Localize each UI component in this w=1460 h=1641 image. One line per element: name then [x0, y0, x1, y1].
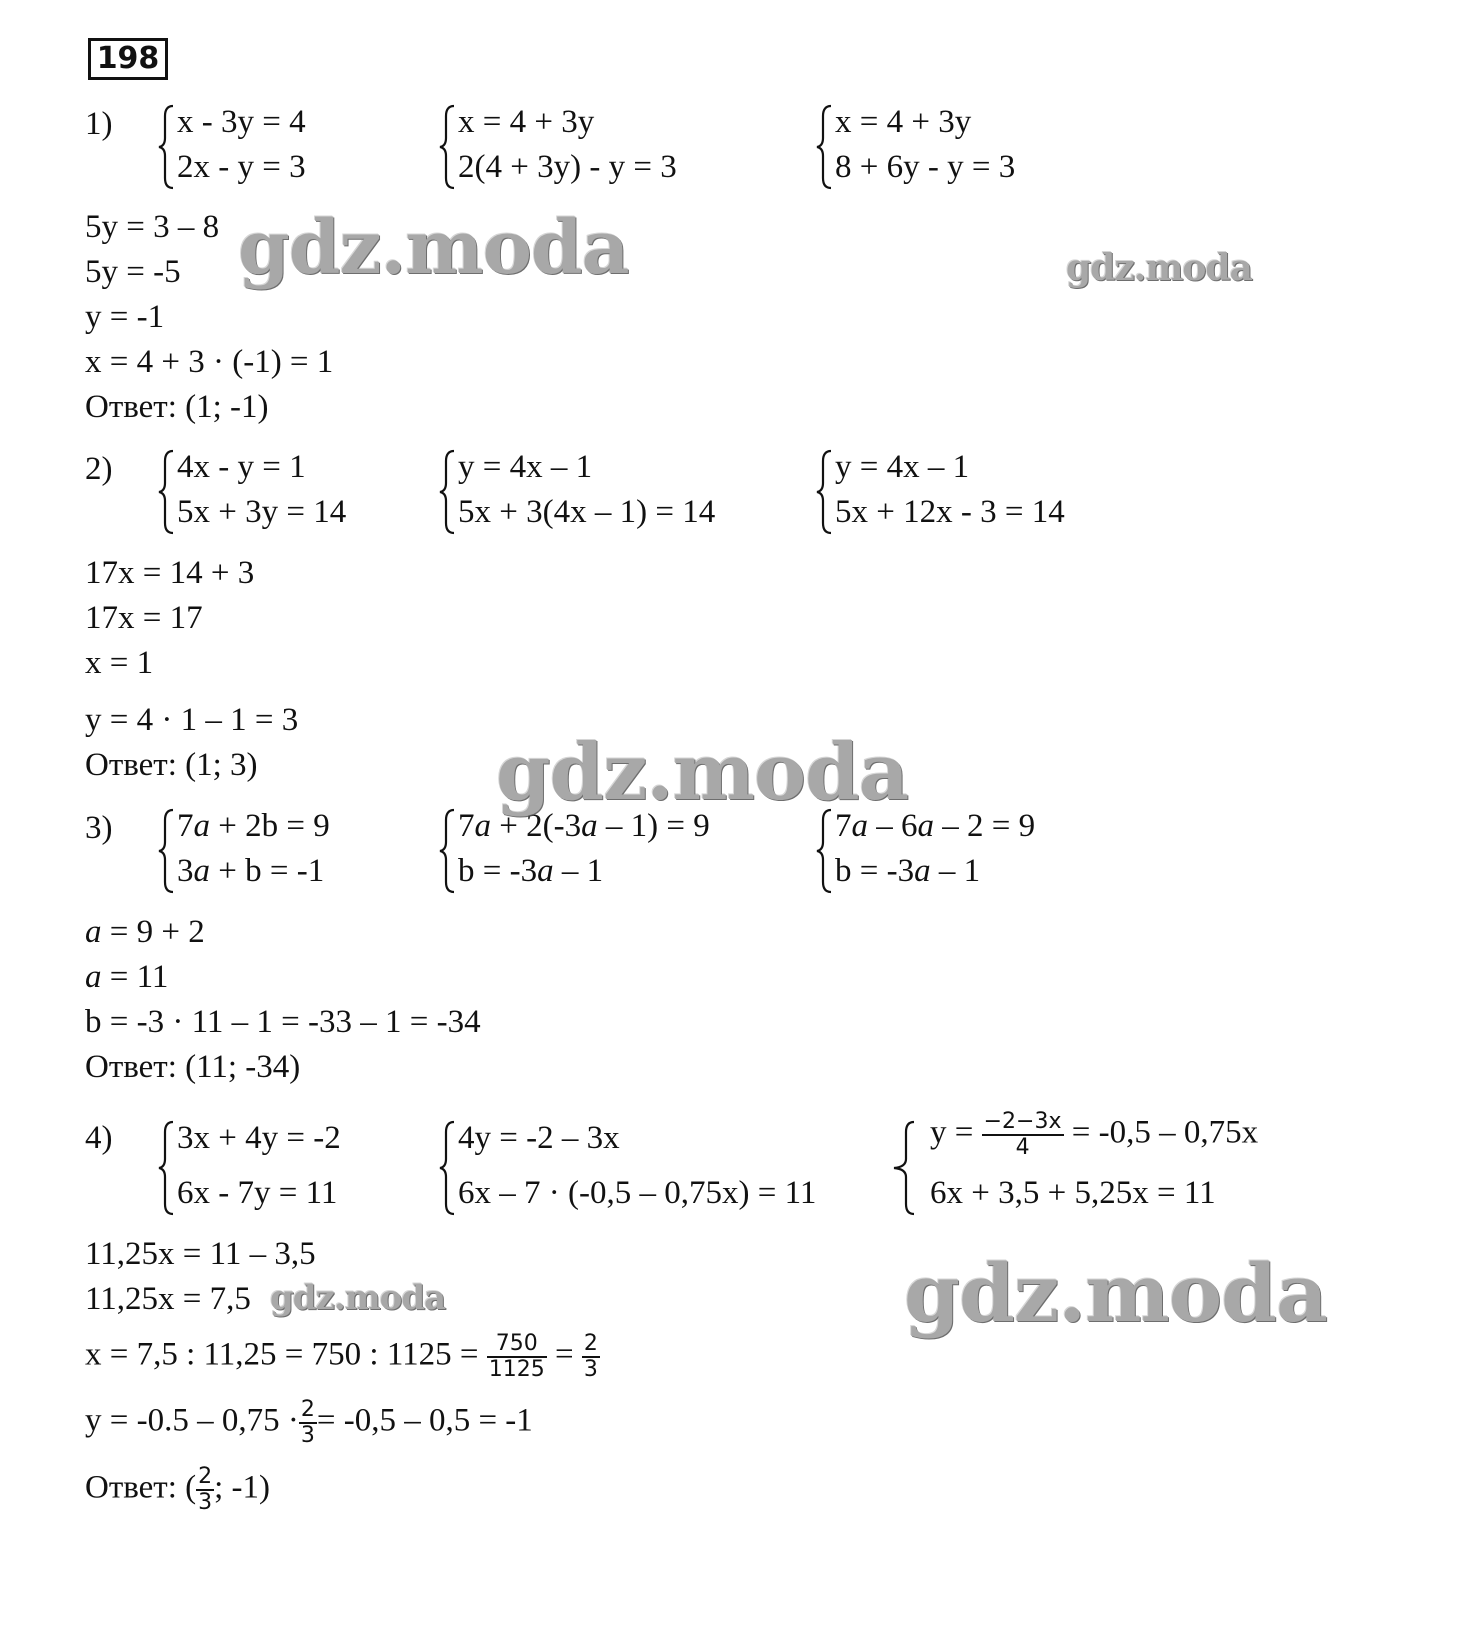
watermark: gdz.moda [904, 1246, 1327, 1340]
equation: 6x + 3,5 + 5,25x = 11 [930, 1175, 1216, 1211]
watermark: gdz.moda [496, 727, 909, 818]
solution-line: x = 1 [85, 645, 154, 681]
part-2-label: 2) [85, 451, 113, 487]
brace-icon [438, 1118, 458, 1218]
part-4-label: 4) [85, 1120, 113, 1156]
denominator: 3 [198, 1490, 213, 1515]
equation: b = -3a – 1 [458, 853, 604, 889]
answer-line: Ответ: (11; -34) [85, 1049, 301, 1085]
solution-line: b = -3 · 11 – 1 = -33 – 1 = -34 [85, 1004, 481, 1040]
task-number: 198 [88, 38, 168, 80]
solution-line: 5y = -5 [85, 254, 181, 290]
y-line-text: y = -0.5 – 0,75 · [85, 1402, 299, 1439]
equation: b = -3a – 1 [835, 853, 981, 889]
equation: x = 4 + 3y [458, 104, 595, 140]
solution-line: a = 11 [85, 959, 169, 995]
brace-icon [157, 447, 177, 537]
denominator: 1125 [488, 1357, 545, 1382]
equation: 5x + 3(4x – 1) = 14 [458, 494, 716, 530]
numerator: 2 [198, 1464, 213, 1489]
equation: 2(4 + 3y) - y = 3 [458, 149, 677, 185]
brace-icon [815, 102, 835, 192]
brace-icon [815, 447, 835, 537]
equation: 5x + 3y = 14 [177, 494, 347, 530]
equation: 3x + 4y = -2 [177, 1120, 341, 1156]
denominator: 3 [300, 1423, 315, 1448]
solution-line: 17x = 17 [85, 600, 203, 636]
brace-icon [157, 102, 177, 192]
equation: x - 3y = 4 [177, 104, 306, 140]
brace-icon [438, 102, 458, 192]
answer-line [85, 1465, 270, 1515]
x-line-text: x = 7,5 : 11,25 = 750 : 1125 = [85, 1336, 479, 1373]
equation: 4y = -2 – 3x [458, 1120, 620, 1156]
brace-icon [438, 447, 458, 537]
fraction [982, 1110, 1064, 1160]
solution-line [85, 1398, 533, 1448]
fraction [487, 1332, 547, 1382]
equation: 7a + 2b = 9 [177, 808, 330, 844]
brace-icon [157, 1118, 177, 1218]
equation: 7a – 6a – 2 = 9 [835, 808, 1036, 844]
equation: 3a + b = -1 [177, 853, 325, 889]
denominator: 3 [583, 1357, 598, 1382]
brace-icon [890, 1118, 920, 1218]
part-3-label: 3) [85, 810, 113, 846]
part-1-label: 1) [85, 106, 113, 142]
equation: 8 + 6y - y = 3 [835, 149, 1016, 185]
equation: 4x - y = 1 [177, 449, 306, 485]
equation: x = 4 + 3y [835, 104, 972, 140]
solution-line: 11,25x = 11 – 3,5 [85, 1236, 316, 1272]
watermark: gdz.moda [270, 1278, 446, 1318]
equation: 2x - y = 3 [177, 149, 306, 185]
y-line-tail: = -0,5 – 0,5 = -1 [316, 1402, 533, 1439]
solution-line: 11,25x = 7,5 [85, 1281, 251, 1317]
equation: 5x + 12x - 3 = 14 [835, 494, 1065, 530]
solution-line: 17x = 14 + 3 [85, 555, 255, 591]
solution-line: x = 7,5 : 11,25 = 750 : 1125 = $\frac{750}{1125}$ = $\frac{2}{3}$ [85, 1331, 598, 1382]
fraction [299, 1398, 317, 1448]
watermark: gdz.moda [1066, 247, 1252, 289]
brace-icon [157, 806, 177, 896]
equation-tail: = -0,5 – 0,75x [1071, 1114, 1259, 1151]
solution-line: 5y = 3 – 8 [85, 209, 220, 245]
answer-line: Ответ: (1; 3) [85, 747, 258, 783]
denominator: 4 [1015, 1135, 1030, 1160]
brace-icon [815, 806, 835, 896]
numerator: 2 [300, 1397, 315, 1422]
answer-prefix: Ответ: ( [85, 1469, 197, 1506]
fraction [582, 1332, 600, 1382]
equation: y = $\frac{-2-3x}{4}$ = -0,5 – 0,75x [930, 1109, 1259, 1160]
equation: 6x - 7y = 11 [177, 1175, 338, 1211]
answer-line: Ответ: (1; -1) [85, 389, 269, 425]
brace-icon [438, 806, 458, 896]
numerator: −2−3x [983, 1109, 1062, 1134]
numerator: 2 [583, 1331, 598, 1356]
solution-line: y = 4 · 1 – 1 = 3 [85, 702, 299, 738]
solution-line: x = 4 + 3 · (-1) = 1 [85, 344, 334, 380]
equation: 6x – 7 · (-0,5 – 0,75x) = 11 [458, 1175, 817, 1211]
equation: 7a + 2(-3a – 1) = 9 [458, 808, 710, 844]
solution-line: a = 9 + 2 [85, 914, 205, 950]
watermark: gdz.moda [238, 205, 629, 291]
equation: y = 4x – 1 [835, 449, 970, 485]
numerator: 750 [487, 1332, 547, 1358]
solution-line: y = -1 [85, 299, 165, 335]
equation: y = 4x – 1 [458, 449, 593, 485]
answer-suffix: ; -1) [214, 1469, 271, 1506]
fraction [196, 1465, 214, 1515]
